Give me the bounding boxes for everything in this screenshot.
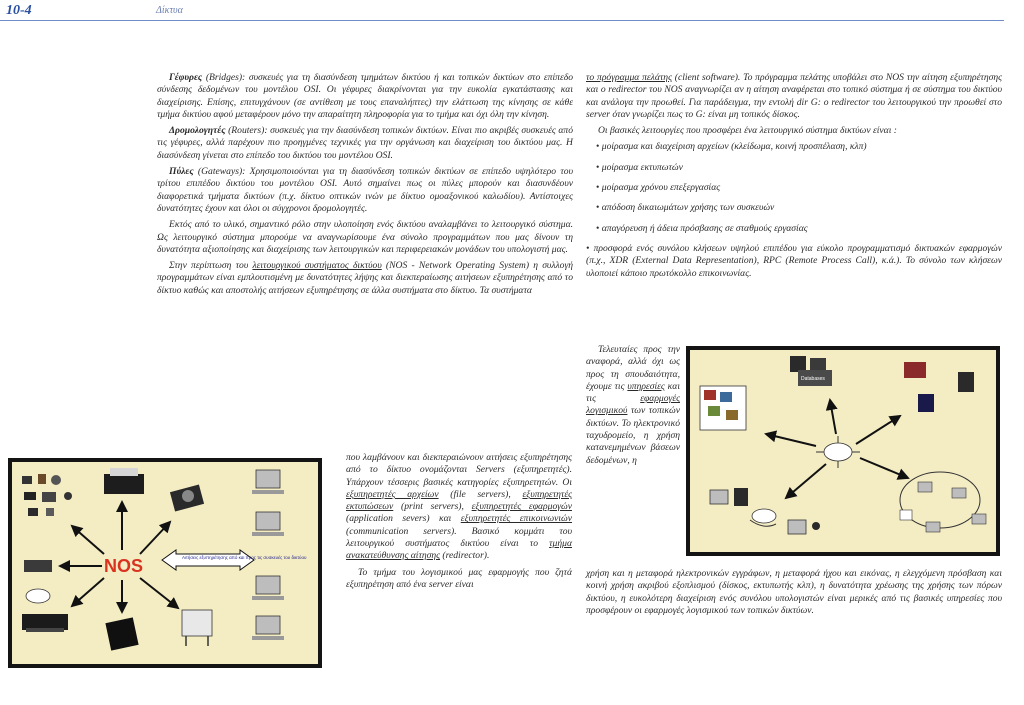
modem-icon — [22, 614, 68, 632]
left-text-column — [157, 72, 573, 301]
ring-network-icon — [900, 472, 986, 532]
computer-icon — [710, 488, 748, 506]
gateways-text: (Gateways): Χρησιμοποιούνται για τη διασύνδεση τοπικών δικτύων σε επίπεδο υψηλότερο του τρίτου επιπέδου δικτύου του μοντέλου OSI. Αυτό σημαίνει πως οι πύλες μπορούν και διασυνδέουν διαφορετικά τμήματα δικτύων (π.χ. δίκτυο οπτικών ινών με δίκτυο ομοαξονικού καλωδίου). Αντίστοιχες δυνατότητες έχουν και όλοι οι σύγχρονοι δρομολογητές. — [157, 166, 573, 214]
nos-intro: Στην περίπτωση του — [169, 260, 253, 272]
term-gateways: Πύλες — [169, 166, 194, 178]
paragraph-bridges — [157, 72, 573, 121]
databases-label: Databases — [801, 376, 825, 382]
page-number: 10-4 — [6, 3, 32, 18]
nos-diagram — [12, 462, 318, 664]
paragraph-operating-system: Εκτός από το υλικό, σημαντικό ρόλο στην υλοποίηση ενός δικτύου αναλαμβάνει το λειτουργικό σύστημα. Ως λειτουργικό σύστημα μπορούμε να αναγνωρίσουμε ένα σύνολο προγραμμάτων που μας δίνουν τη δυνατότητα αξιοποίησης και διαχείρισης των λειτουργικών και περιφερειακών μονάδων του υπολογιστή μας. — [157, 219, 573, 255]
hub-icon — [816, 436, 860, 468]
user-icon — [788, 520, 820, 534]
callout-arrow — [162, 550, 254, 570]
link-services: υπηρεσίες — [627, 380, 665, 392]
peripherals-icon — [22, 474, 72, 516]
plotter-icon — [182, 610, 212, 646]
chip-icon — [105, 617, 138, 650]
servers-text-3: (print servers), — [393, 501, 472, 513]
paragraph-rpc: • προσφορά ενός συνόλου κλήσεων υψηλού επιπέδου για εύκολο προγραμματισμό δικτυακών εφαρμογών (π.χ., XDR (External Data Representation), RPC (Remote Process Call), κ.ά.). Το σύνολο των κλήσεων υλοποιεί κάποιο πρωτόκολλο επικοινωνίας. — [586, 242, 1002, 279]
services-text-1: Τελευταίες προς την αναφορά, αλλά όχι ως προς τη σπουδαιότητα, έχουμε τις — [586, 344, 680, 392]
list-item: • απόδοση δικαιωμάτων χρήσης των συσκευών — [596, 202, 1002, 214]
cloud-icon — [26, 589, 50, 603]
disk-drive-icon — [170, 484, 204, 511]
link-print-servers: εξυπηρετητές εκτυπώσεων — [346, 488, 573, 513]
paragraph-servers — [346, 452, 572, 563]
right-wrap-text — [586, 344, 680, 471]
robot-icon — [918, 372, 974, 412]
paragraph-services-continued: χρήση και η μεταφορά ηλεκτρονικών εγγράφων, η μεταφορά ήχου και εικόνας, η ελεγχόμενη πρόσβαση και κοινή χρήση ακριβού εξοπλισμού (δίσκος, εκτυπωτής κλπ), η δυνατότητα χρέωσης της χρήσης των πόρων δικτύου, η ευκολότερη διαχείριση ενός συνόλου υπολογιστών είναι μερικές από τις βασικές υπηρεσίες που προσφέρουν οι εφαρμογές λογισμικού των τοπικών δικτύων. — [586, 568, 1002, 616]
printer-icon — [904, 362, 926, 378]
term-routers: Δρομολογητές — [169, 125, 226, 137]
database-icon — [790, 356, 832, 386]
link-redirector: τμήμα ανακατεύθυνσης αίτησης — [346, 538, 572, 562]
list-item: • απαγόρευση ή άδεια πρόσβασης σε σταθμούς εργασίας — [596, 223, 1002, 235]
cloud-icon — [750, 509, 776, 526]
paragraph-nos — [157, 260, 573, 297]
paragraph-routers — [157, 125, 573, 162]
services-diagram — [690, 350, 996, 552]
section-name: Δίκτυα — [156, 5, 183, 16]
services-text-3: των τοπικών δικτύων. Το ηλεκτρονικό ταχυδρομείο, η χρήση κατανεμημένων βάσεων δεδομένων, η — [586, 405, 680, 466]
link-software-applications: εφαρμογές λογισμικού — [586, 393, 680, 417]
printer-icon — [104, 468, 144, 494]
services-text-2: και τις — [586, 380, 680, 405]
scanner-icon — [24, 560, 52, 572]
nos-text: (NOS - Network Operating System) η συλλογή προγραμμάτων είναι εμπλουτισμένη με δυνατότητες λήψης και διεκπεραίωσης αιτήσεων εξυπηρέτησης από το δίκτυο καθώς και αποστολής αιτήσεων εξυπηρέτησης σε άλλα συστήματα στο δίκτυο. Τα συστήματα — [157, 260, 573, 296]
link-nos: λειτουργικού συστήματος δικτύου — [252, 260, 382, 272]
list-item: • μοίρασμα και διαχείριση αρχείων (κλείδωμα, κοινή προσπέλαση, κλπ) — [596, 141, 1002, 153]
link-communication-servers: εξυπηρετητές επικοινωνιών — [460, 513, 572, 525]
list-item: • μοίρασμα χρόνου επεξεργασίας — [596, 182, 1002, 194]
servers-text-6: (redirector). — [440, 550, 490, 562]
link-application-servers: εξυπηρετητές εφαρμογών — [471, 501, 572, 513]
functions-list — [596, 141, 1002, 234]
right-bottom-text — [586, 568, 1002, 621]
callout-text: Αιτήσεις εξυπηρέτησης από και προς τις συσκευές του δικτύου — [182, 555, 307, 560]
servers-text-2: (file servers), — [438, 488, 523, 500]
page-header — [0, 0, 1024, 22]
nos-figure — [8, 458, 322, 668]
nos-label: NOS — [104, 556, 144, 576]
services-figure — [686, 346, 1000, 556]
servers-text-4: (application severs) και — [346, 513, 461, 525]
paragraph-services — [586, 344, 680, 467]
client-program-text: (client software). Το πρόγραμμα πελάτης υποβάλει στο NOS την αίτηση εξυπηρέτησης και ο redirector του NOS αναγνωρίζει αν η αίτηση αναφέρεται στο τοπικό σύστημα ή σε σύστημα του δικτύου και ανάλογα την προωθεί. Για παράδειγμα, την εντολή dir G: ο redirector του λειτουργικού την προωθεί στο server όταν γνωρίζει πως το G: είναι μη τοπικός δίσκος. — [586, 72, 1002, 120]
servers-text-1: που λαμβάνουν και διεκπεραιώνουν αιτήσεις εξυπηρέτησης από το δίκτυο ονομάζονται Servers (εξυπηρετητές). Υπάρχουν τέσσερις βασικές κατηγορίες εξυπηρετητών. Οι — [346, 452, 572, 488]
link-file-servers: εξυπηρετητές αρχείων — [346, 488, 439, 500]
servers-text-5: (communication servers). Βασικό κομμάτι του λειτουργικού συστήματος δικτύου είναι το — [346, 525, 572, 550]
link-client-program: το πρόγραμμα πελάτης — [586, 72, 672, 83]
paragraph-client-software: Το τμήμα του λογισμικού μας εφαρμογής που ζητά εξυπηρέτηση από ένα server είναι — [346, 566, 572, 590]
bridges-text: (Bridges): συσκευές για τη διασύνδεση τμημάτων δικτύου ή και τοπικών δικτύων στο επίπεδο σύνδεσης δεδομένων του μοντέλου OSI. Οι γέφυρες διακρίνονται για την ευκολία εγκατάστασης και διαχείρισης. Επίσης, επιτυγχάνουν (σε αντίθεση με τους επαναλήπτες) την ελάττωση της κίνησης σε κάθε τμήμα δικτύου αφού μεταφέρουν μόνο την απαραίτητη πληροφορία για το τμήμα και όχι όλη την κίνηση. — [157, 72, 573, 120]
list-item: • μοίρασμα εκτυπωτών — [596, 162, 1002, 174]
header-divider — [0, 20, 1004, 21]
routers-text: (Routers): συσκευές για την διασύνδεση τοπικών δικτύων. Είναι πιο ακριβές συσκευές από τις γέφυρες, αλλά παρέχουν πιο προηγμένες τεχνικές για την οργάνωση και διαχείριση του δικτύου μας. Η διασύνδεση γίνεται στο επίπεδο του δικτύου του μοντέλου OSI. — [157, 125, 573, 161]
term-bridges: Γέφυρες — [169, 72, 203, 83]
left-bottom-text — [346, 452, 572, 595]
paragraph-client-program — [586, 72, 1002, 121]
paragraph-functions-intro: Οι βασικές λειτουργίες που προσφέρει ένα λειτουργικό σύστημα δικτύων είναι : — [598, 125, 897, 137]
photos-icon — [700, 386, 746, 430]
right-text-column — [586, 72, 1002, 284]
paragraph-gateways — [157, 166, 573, 215]
